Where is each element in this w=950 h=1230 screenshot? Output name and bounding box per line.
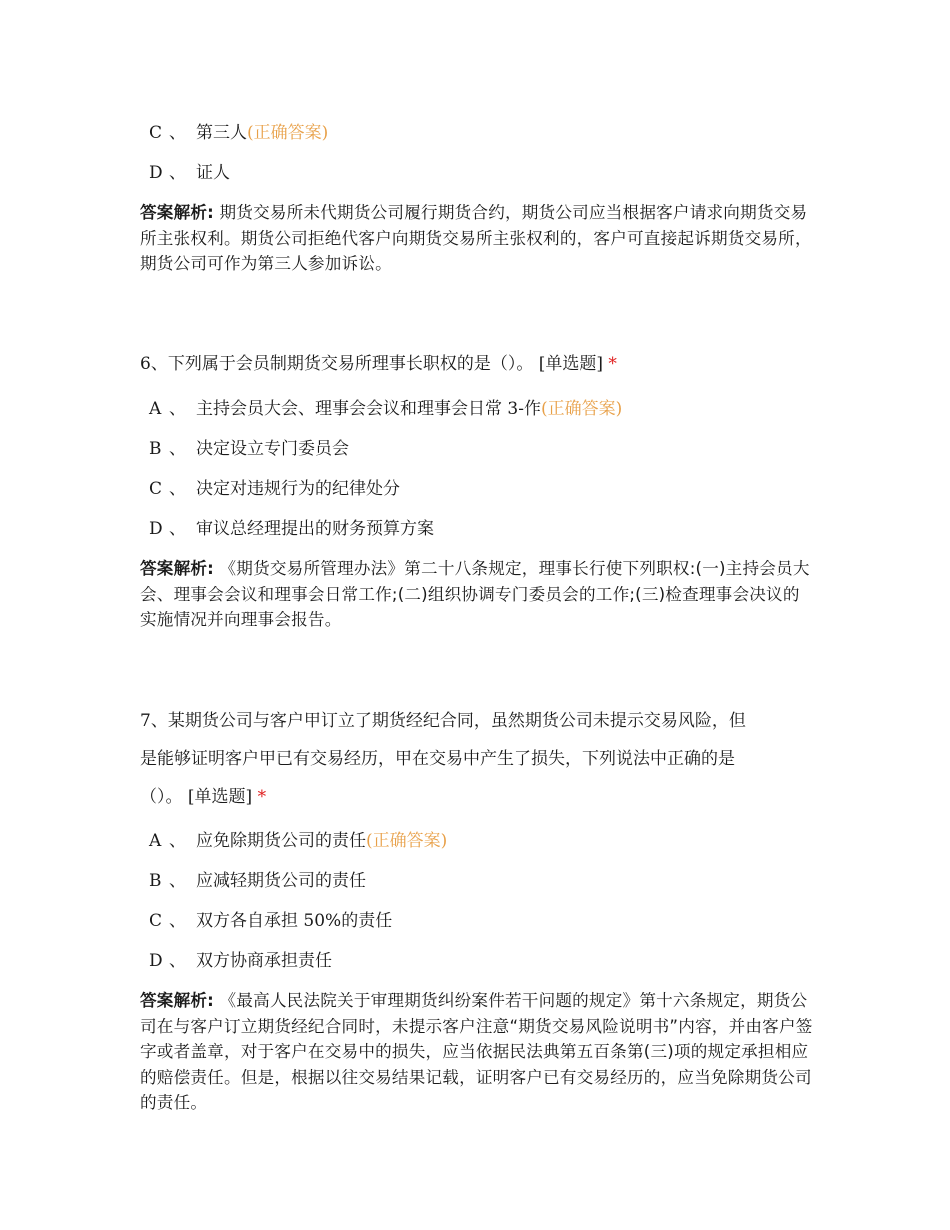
option-letter: C [149, 911, 163, 931]
option-text: 应免除期货公司的责任 [196, 831, 366, 851]
option-letter: B [149, 439, 162, 459]
option-text: 双方协商承担责任 [196, 951, 332, 971]
q6-option-c[interactable]: C 、 决定对违规行为的纪律处分 [149, 479, 400, 499]
question-line [140, 778, 820, 816]
option-letter: D [149, 163, 163, 183]
q7-analysis [140, 988, 815, 1116]
option-letter: C [149, 479, 163, 499]
analysis-label: 答案解析: [140, 991, 215, 1010]
option-text: 决定对违规行为的纪律处分 [196, 479, 400, 499]
option-text: 应减轻期货公司的责任 [196, 871, 366, 891]
correct-answer-mark: (正确答案) [247, 123, 329, 143]
q6-analysis [140, 556, 815, 633]
option-text: 决定设立专门委员会 [196, 439, 349, 459]
q6-option-a[interactable]: A 、 主持会员大会、理事会会议和理事会日常 3-作(正确答案) [149, 399, 623, 419]
correct-answer-mark: (正确答案) [366, 831, 448, 851]
option-text: 双方各自承担 50%的责任 [196, 911, 393, 931]
option-text: 主持会员大会、理事会会议和理事会日常 3-作 [196, 399, 541, 419]
q7-option-b[interactable]: B 、 应减轻期货公司的责任 [149, 871, 366, 891]
analysis-text: 期货交易所未代期货公司履行期货合约，期货公司应当根据客户请求向期货交易所主张权利。期货公司拒绝代客户向期货交易所主张权利的，客户可直接起诉期货交易所，期货公司可作为第三人参加诉讼。 [140, 203, 812, 273]
q5-analysis [140, 200, 815, 277]
analysis-label: 答案解析: [140, 203, 215, 222]
analysis-text: 《最高人民法院关于审理期货纠纷案件若干问题的规定》第十六条规定，期货公司在与客户订立期货经纪合同时，未提示客户注意“期货交易风险说明书”内容，并由客户签字或者盖章，对于客户在交易中的损失，应当依据民法典第五百条第(三)项的规定承担相应的赔偿责任。但是，根据以往交易结果记载，证明客户已有交易经历的，应当免除期货公司的责任。 [140, 991, 813, 1112]
q7-option-d[interactable]: D 、 双方协商承担责任 [149, 951, 332, 971]
question-line: 7、某期货公司与客户甲订立了期货经纪合同，虽然期货公司未提示交易风险，但 [140, 711, 746, 731]
question-text: （）。 [单选题] [140, 787, 253, 807]
option-letter: A [149, 831, 162, 851]
correct-answer-mark: (正确答案) [540, 399, 623, 419]
option-letter: C [149, 123, 163, 143]
q5-option-c[interactable]: C 、 第三人(正确答案) [149, 123, 329, 143]
q7-question [140, 702, 820, 816]
option-letter: A [149, 399, 162, 419]
q6-question [140, 345, 820, 383]
q7-option-c[interactable]: C 、 双方各自承担 50%的责任 [149, 911, 393, 931]
option-text: 审议总经理提出的财务预算方案 [196, 519, 434, 539]
option-text: 第三人 [196, 123, 247, 143]
q5-option-d[interactable]: D 、 证人 [149, 163, 230, 183]
q6-option-b[interactable]: B 、 决定设立专门委员会 [149, 439, 349, 459]
q6-option-d[interactable]: D 、 审议总经理提出的财务预算方案 [149, 519, 434, 539]
option-letter: D [149, 519, 163, 539]
question-line: 是能够证明客户甲已有交易经历，甲在交易中产生了损失，下列说法中正确的是 [140, 749, 735, 769]
analysis-text: 《期货交易所管理办法》第二十八条规定，理事长行使下列职权:(一)主持会员大会、理事会会议和理事会日常工作;(二)组织协调专门委员会的工作;(三)检查理事会决议的实施情况并向理事会报告。 [140, 559, 810, 629]
question-text: 6、下列属于会员制期货交易所理事长职权的是（）。 [单选题] [140, 354, 603, 374]
option-text: 证人 [196, 163, 230, 183]
q7-option-a[interactable]: A 、 应免除期货公司的责任(正确答案) [149, 831, 448, 851]
option-letter: D [149, 951, 163, 971]
required-mark: * [257, 787, 267, 807]
option-letter: B [149, 871, 162, 891]
required-mark: * [608, 354, 617, 374]
analysis-label: 答案解析: [140, 559, 215, 578]
